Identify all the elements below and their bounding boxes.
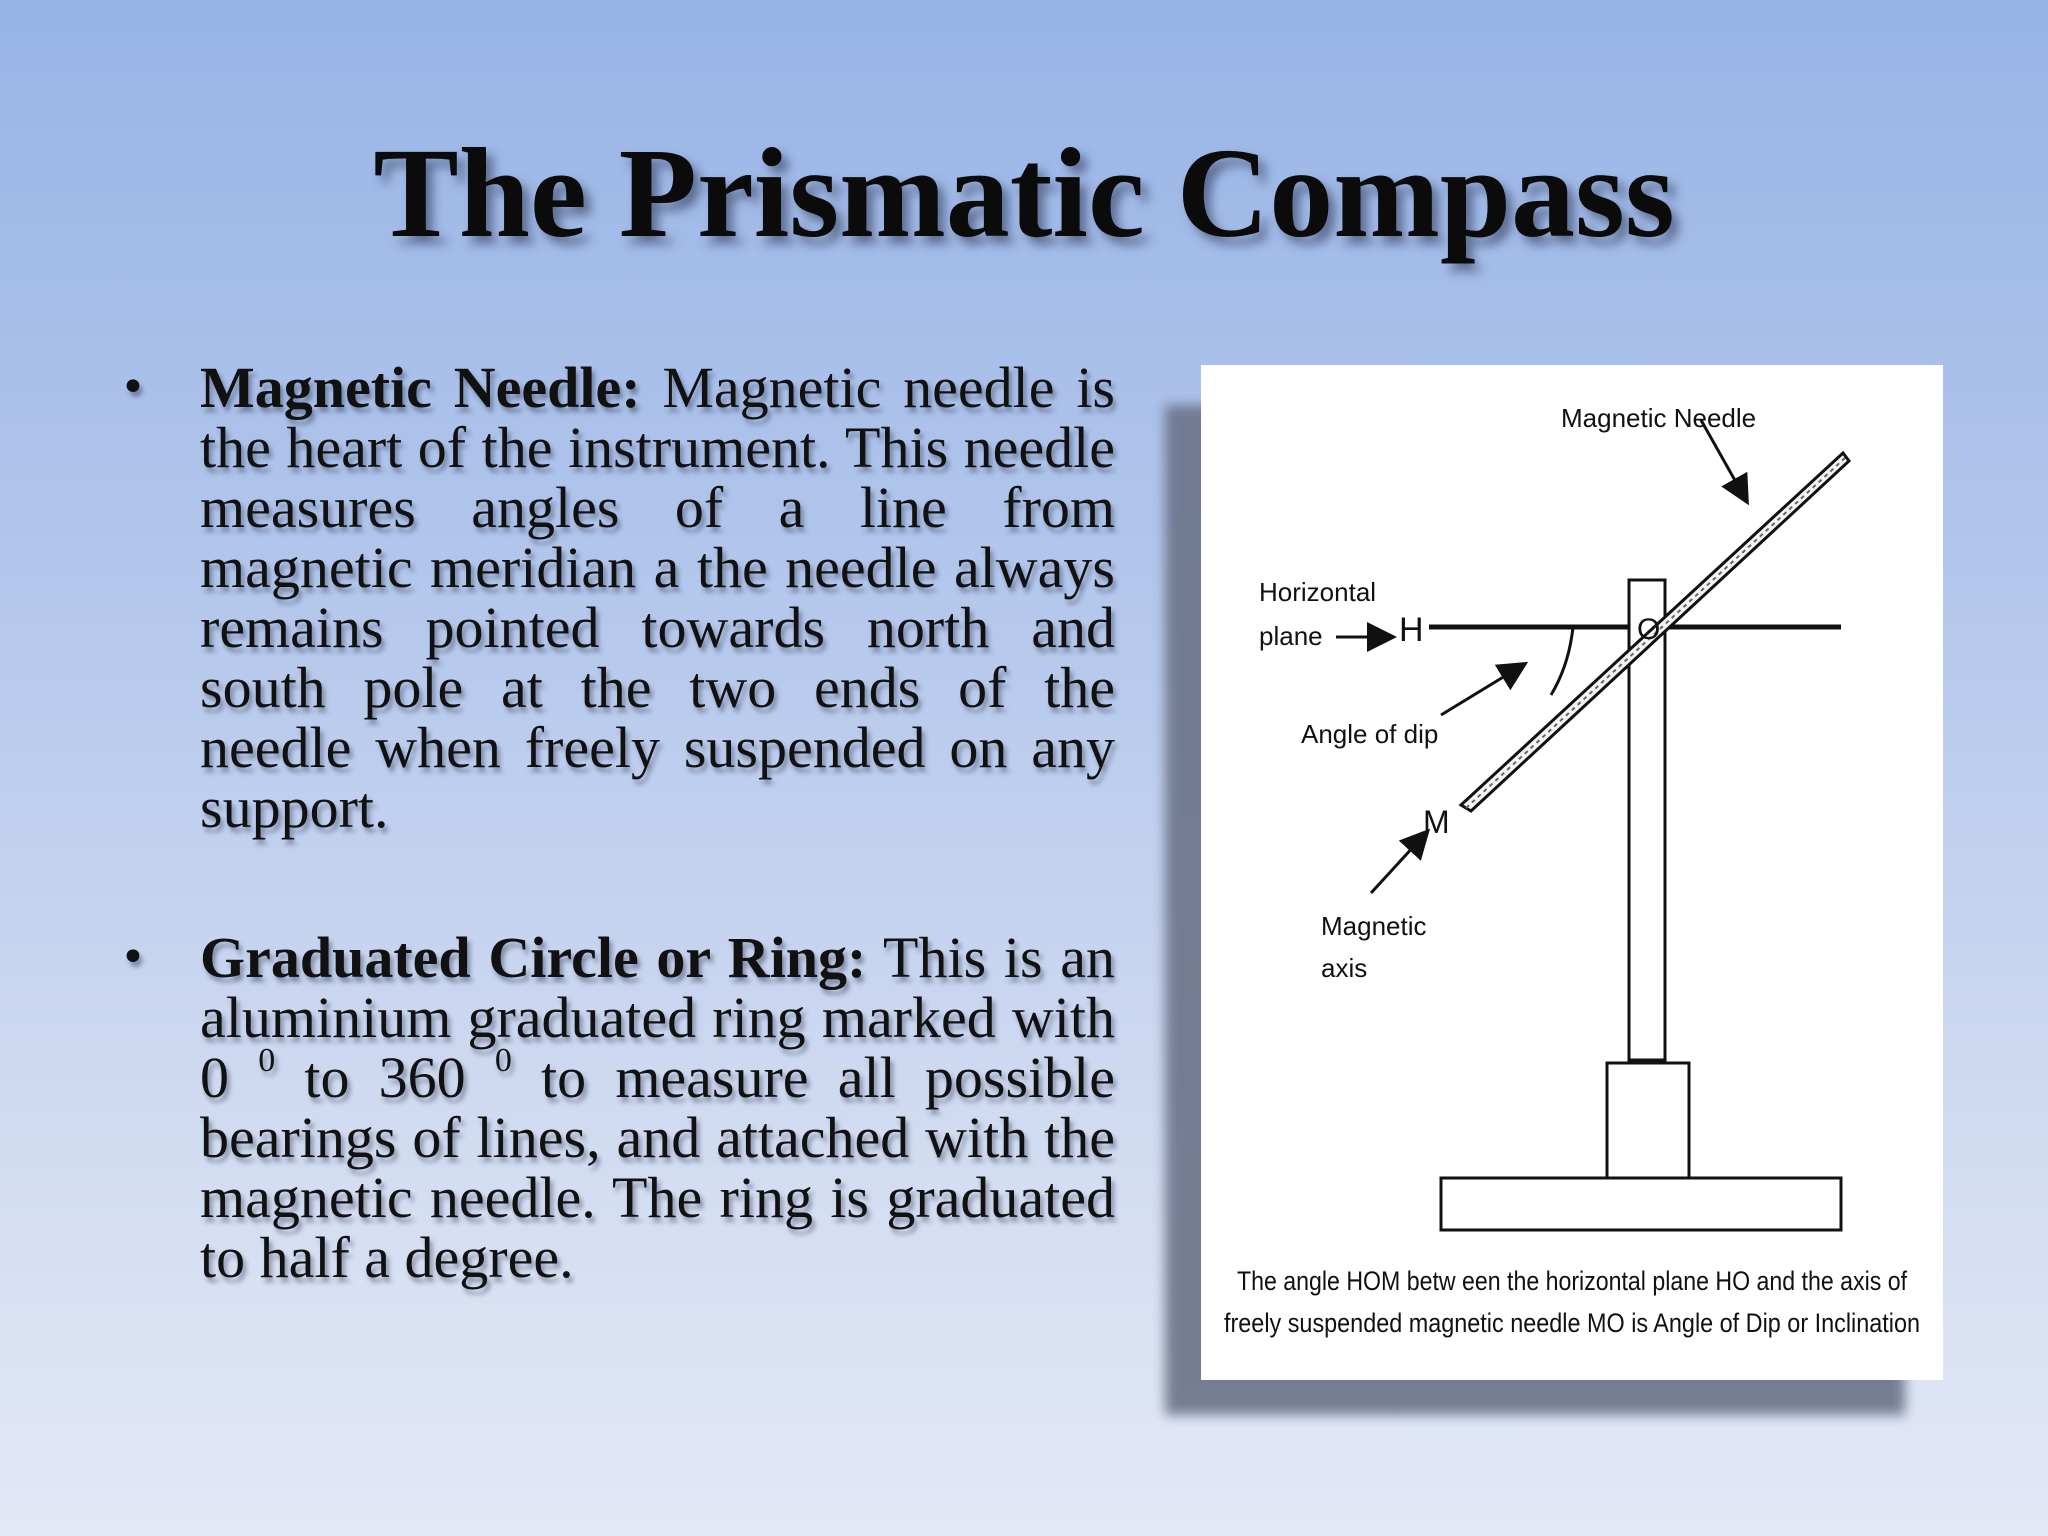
label-h: H (1399, 611, 1424, 649)
label-o: O (1637, 613, 1661, 646)
label-axis: axis (1321, 953, 1368, 983)
bullet-term: Magnetic Needle: (200, 355, 641, 420)
compass-base (1441, 1178, 1841, 1230)
slide-title: The Prismatic Compass (373, 122, 1675, 264)
bullet-text-part: to 360 (275, 1045, 495, 1110)
label-magnetic-needle: Magnetic Needle (1561, 403, 1757, 433)
bullet-text: Magnetic needle is the heart of the instrument. This needle measures angles of a line from magnetic meridian a the needle always remains pointed towards north and south pole at the two ends of the needle when freely suspended on any support. (200, 355, 1116, 840)
axis-arrow (1371, 833, 1426, 893)
bullet-dot-icon: • (120, 362, 146, 413)
dip-angle-arc (1551, 627, 1573, 695)
figure-caption-line-2: freely suspended magnetic needle MO is Angle of Dip or Inclination (1224, 1308, 1920, 1338)
label-angle-of-dip: Angle of dip (1301, 719, 1439, 749)
bullet-graduated-circle (120, 925, 1115, 1290)
bullet-dot-icon: • (120, 932, 146, 983)
angle-of-dip-diagram (1201, 365, 1943, 1380)
bullet-text-part: This is an aluminium graduated ring marked with 0 (200, 925, 1115, 1110)
bullet-magnetic-needle (120, 355, 1116, 840)
dip-arrow (1441, 665, 1523, 715)
label-magnetic: Magnetic (1321, 911, 1427, 941)
label-horizontal: Horizontal (1259, 577, 1377, 607)
figure-caption-line-1: The angle HOM betw een the horizontal plane HO and the axis of (1237, 1266, 1908, 1296)
degree-superscript: 0 (258, 1041, 276, 1079)
degree-superscript: 0 (494, 1041, 512, 1079)
angle-of-dip-figure (1201, 365, 1943, 1380)
bullet-list (120, 355, 1116, 1290)
label-m: M (1423, 804, 1450, 840)
label-plane: plane (1259, 621, 1323, 651)
bullet-text-part: to measure all possible bearings of lines, and attached with the magnetic needle. The ring is graduated to half a degree. (200, 1045, 1115, 1290)
compass-stand (1607, 1063, 1689, 1178)
bullet-term: Graduated Circle or Ring: (200, 925, 867, 990)
